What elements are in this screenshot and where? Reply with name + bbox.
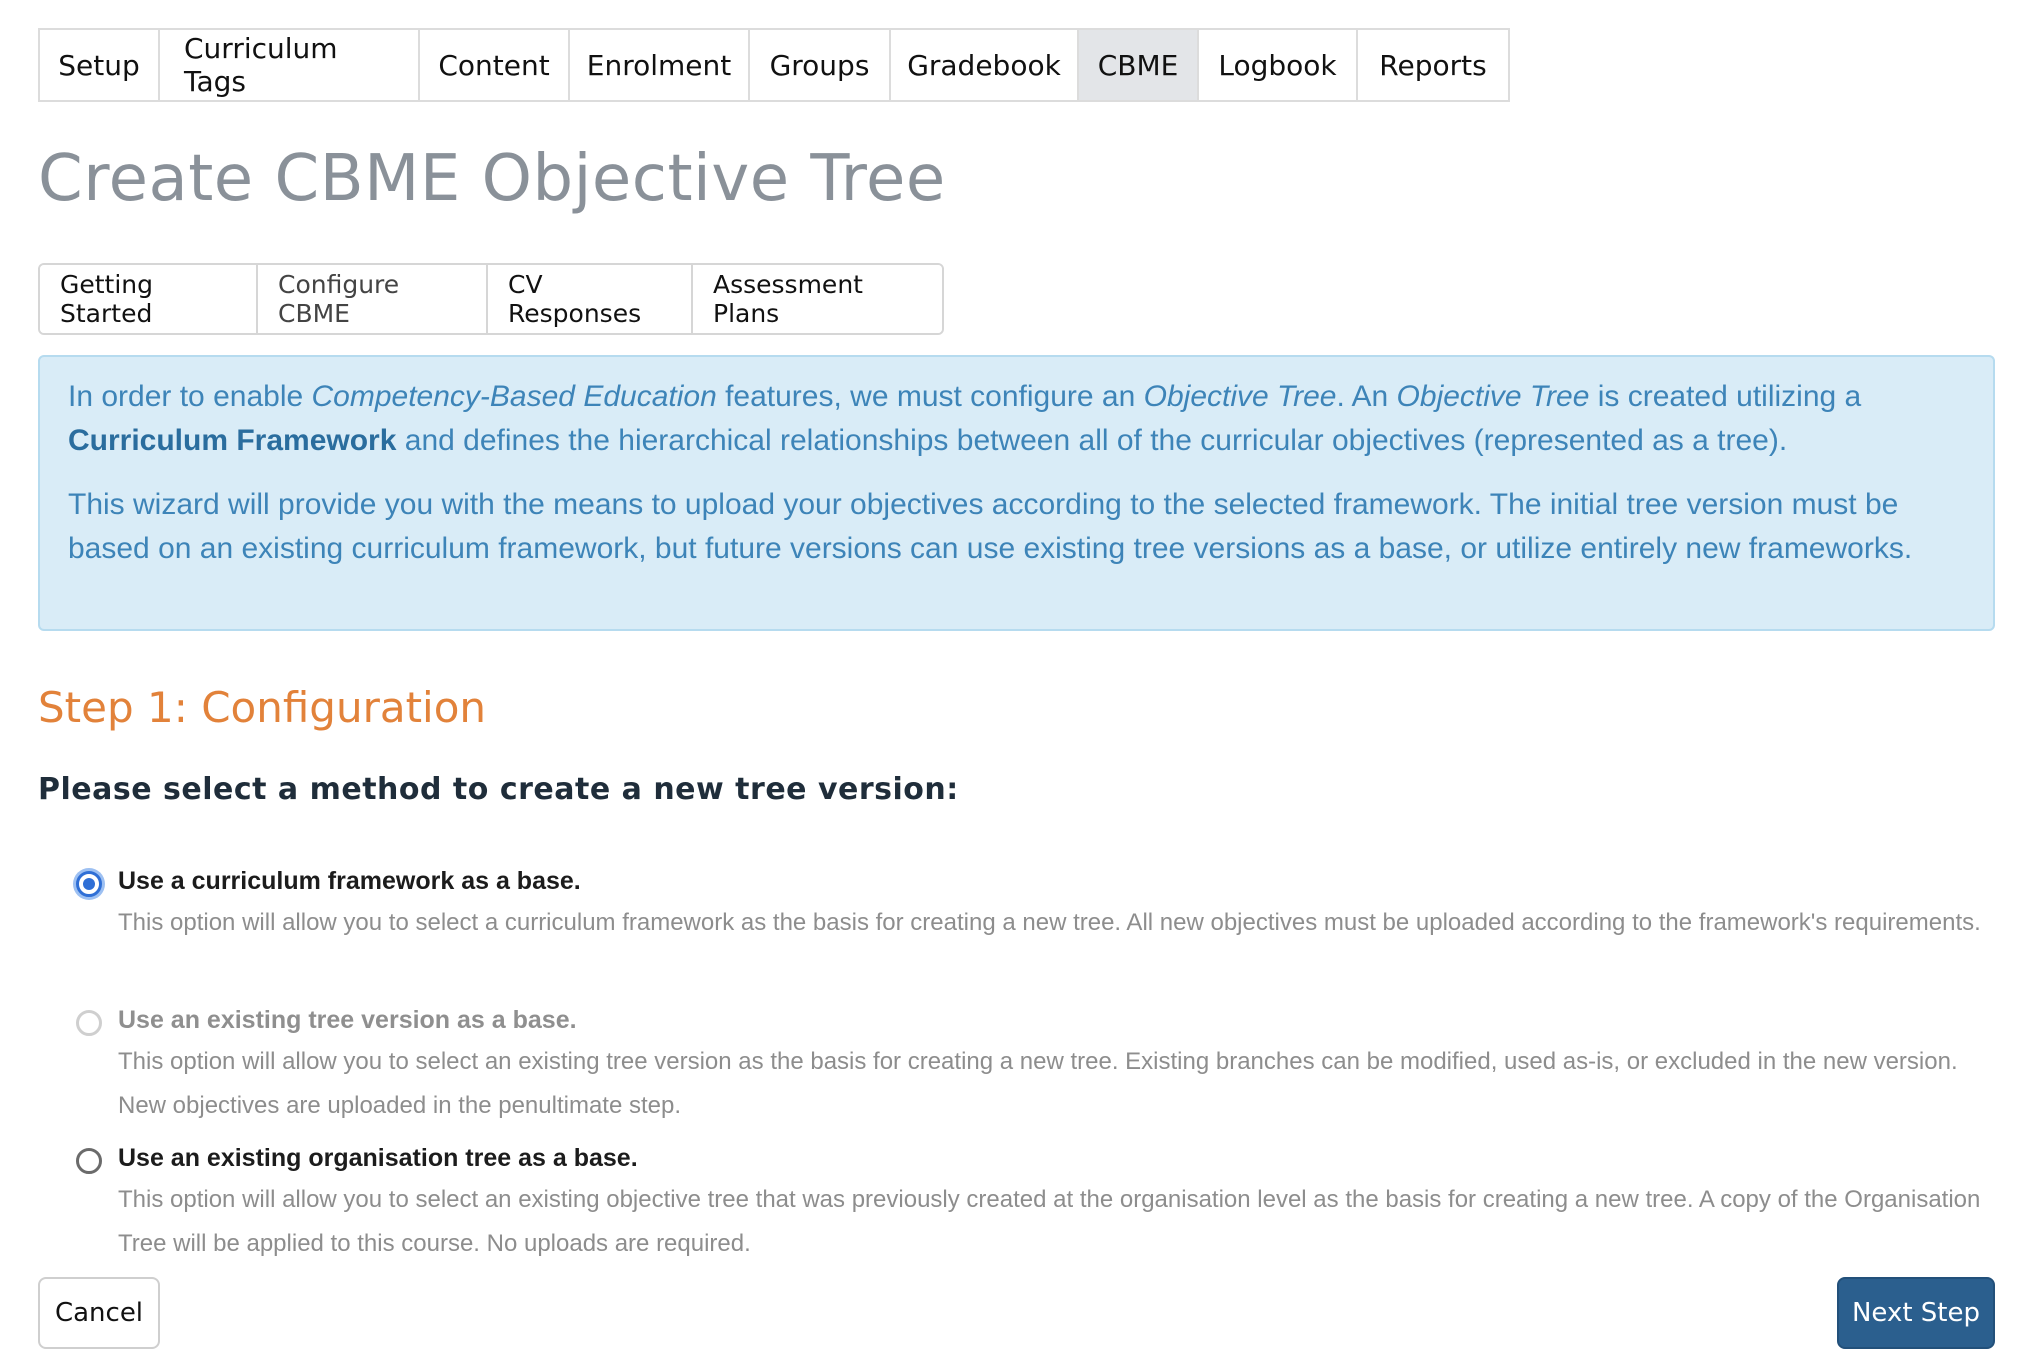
tab-gradebook[interactable]: Gradebook — [891, 30, 1079, 100]
wizard-step-configure-cbme[interactable]: Configure CBME — [258, 265, 488, 333]
page-title: Create CBME Objective Tree — [38, 142, 946, 216]
radio-existing-tree-version — [76, 1010, 102, 1036]
tab-logbook[interactable]: Logbook — [1199, 30, 1358, 100]
wizard-step-assessment-plans[interactable]: Assessment Plans — [693, 265, 942, 333]
radio-organisation-tree[interactable] — [76, 1148, 102, 1174]
tab-enrolment[interactable]: Enrolment — [570, 30, 750, 100]
option-label: Use an existing tree version as a base. — [118, 1006, 577, 1034]
tab-cbme[interactable]: CBME — [1079, 30, 1199, 100]
info-alert — [38, 355, 1995, 631]
info-paragraph-2: This wizard will provide you with the means to upload your objectives according to the selected framework. The initial tree version must be based on an existing curriculum framework, but future versions can use existing tree versions as a base, or utilize entirely new frameworks. — [68, 488, 1913, 565]
option-label[interactable]: Use a curriculum framework as a base. — [118, 867, 581, 895]
method-question: Please select a method to create a new tree version: — [38, 772, 959, 807]
course-nav-tabs — [38, 28, 1510, 102]
curriculum-framework-term: Curriculum Framework — [68, 424, 397, 457]
next-step-button[interactable]: Next Step — [1837, 1277, 1995, 1349]
tab-reports[interactable]: Reports — [1379, 48, 1487, 82]
tab-content[interactable]: Content — [420, 30, 570, 100]
step-heading: Step 1: Configuration — [38, 683, 487, 732]
option-help-text: This option will allow you to select a curriculum framework as the basis for creating a new tree. All new objectives must be uploaded according to the framework's requirements. — [118, 909, 1981, 936]
option-help-text: This option will allow you to select an existing tree version as the basis for creating a new tree. Existing branches can be modified, used as-is, or excluded in the new version. New objectives are uploaded in the penultimate step. — [118, 1048, 1958, 1119]
info-paragraph-1: In order to enable Competency-Based Education features, we must configure an Objective Tree. An Objective Tree is created utilizing a Curriculum Framework and defines the hierarchical relationships between all of the curricular objectives (represented as a tree). — [68, 380, 1862, 457]
tab-groups[interactable]: Groups — [750, 30, 891, 100]
option-label[interactable]: Use an existing organisation tree as a base. — [118, 1144, 638, 1172]
tab-curriculum-tags[interactable]: Curriculum Tags — [160, 30, 420, 100]
option-help-text: This option will allow you to select an existing objective tree that was previously created at the organisation level as the basis for creating a new tree. A copy of the Organisation Tree will be applied to this course. No uploads are required. — [118, 1186, 1981, 1257]
option-organisation-tree[interactable] — [76, 1144, 1981, 1264]
wizard-step-cv-responses[interactable]: CV Responses — [488, 265, 693, 333]
cancel-button[interactable]: Cancel — [38, 1277, 160, 1349]
radio-curriculum-framework[interactable] — [76, 871, 102, 897]
wizard-step-getting-started[interactable]: Getting Started — [40, 265, 258, 333]
option-existing-tree-version — [76, 1006, 1976, 1126]
wizard-steps — [38, 263, 944, 335]
option-curriculum-framework[interactable] — [76, 867, 1981, 987]
tab-setup[interactable]: Setup — [40, 30, 160, 100]
